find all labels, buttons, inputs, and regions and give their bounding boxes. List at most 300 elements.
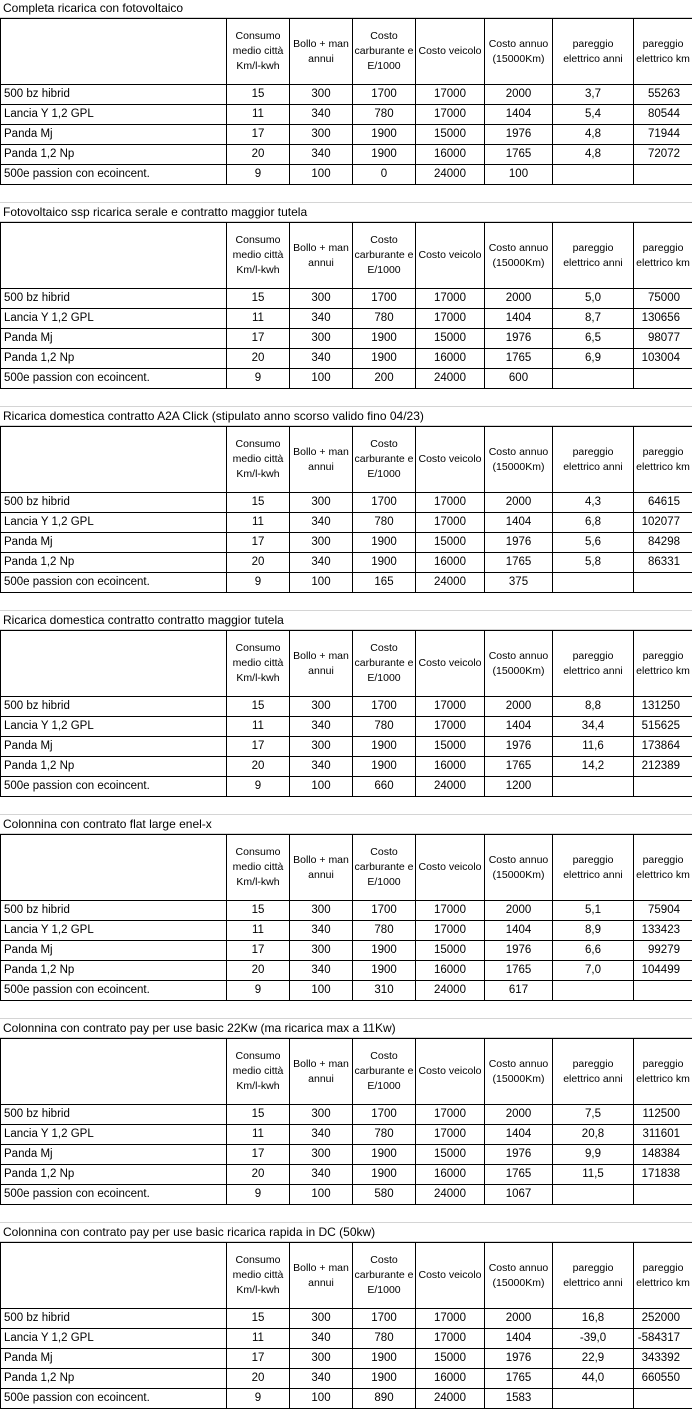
data-cell[interactable]: 1900	[353, 961, 416, 981]
data-cell[interactable]: 340	[290, 1165, 353, 1185]
data-cell[interactable]: 6,6	[553, 941, 634, 961]
data-cell[interactable]: 17	[227, 329, 290, 349]
data-cell[interactable]: 11,5	[553, 1165, 634, 1185]
data-cell[interactable]: 1067	[485, 1185, 553, 1205]
data-cell[interactable]: 340	[290, 717, 353, 737]
data-cell[interactable]: 17000	[416, 921, 485, 941]
data-cell[interactable]: 580	[353, 1185, 416, 1205]
data-cell[interactable]: 780	[353, 309, 416, 329]
data-cell[interactable]: 8,9	[553, 921, 634, 941]
vehicle-name-cell[interactable]: 500 bz hibrid	[1, 901, 227, 921]
data-cell[interactable]: 16000	[416, 553, 485, 573]
data-cell[interactable]: 9	[227, 1389, 290, 1409]
empty-row[interactable]	[0, 593, 692, 611]
data-cell[interactable]: 1200	[485, 777, 553, 797]
data-cell[interactable]: 8,8	[553, 697, 634, 717]
data-cell[interactable]	[553, 165, 634, 185]
data-cell[interactable]: 17000	[416, 1105, 485, 1125]
data-cell[interactable]: 311601	[634, 1125, 692, 1145]
column-header[interactable]: pareggio elettrico anni	[553, 427, 634, 493]
data-cell[interactable]: 24000	[416, 573, 485, 593]
data-cell[interactable]: 11	[227, 717, 290, 737]
data-cell[interactable]: 340	[290, 921, 353, 941]
column-header[interactable]: Bollo + man annui	[290, 1243, 353, 1309]
data-cell[interactable]: 660	[353, 777, 416, 797]
column-header[interactable]: Costo annuo (15000Km)	[485, 1039, 553, 1105]
vehicle-name-cell[interactable]: Panda 1,2 Np	[1, 349, 227, 369]
data-cell[interactable]: 75904	[634, 901, 692, 921]
vehicle-name-cell[interactable]: 500e passion con ecoincent.	[1, 777, 227, 797]
data-cell[interactable]: 4,8	[553, 145, 634, 165]
data-cell[interactable]: 16,8	[553, 1309, 634, 1329]
data-cell[interactable]: 5,1	[553, 901, 634, 921]
data-cell[interactable]: 300	[290, 85, 353, 105]
column-header[interactable]: Costo carburante e E/1000	[353, 427, 416, 493]
column-header[interactable]: Bollo + man annui	[290, 1039, 353, 1105]
data-cell[interactable]: 340	[290, 145, 353, 165]
data-cell[interactable]: 1976	[485, 1349, 553, 1369]
data-cell[interactable]: 1700	[353, 901, 416, 921]
data-cell[interactable]: 1700	[353, 1309, 416, 1329]
data-cell[interactable]: 16000	[416, 145, 485, 165]
data-cell[interactable]	[634, 777, 692, 797]
column-header[interactable]: Costo annuo (15000Km)	[485, 631, 553, 697]
vehicle-name-cell[interactable]: 500 bz hibrid	[1, 493, 227, 513]
data-cell[interactable]: 130656	[634, 309, 692, 329]
section-title[interactable]: Fotovoltaico ssp ricarica serale e contratto maggior tutela	[0, 204, 692, 222]
vehicle-name-cell[interactable]: Lancia Y 1,2 GPL	[1, 105, 227, 125]
data-cell[interactable]: 780	[353, 717, 416, 737]
vehicle-name-cell[interactable]: 500e passion con ecoincent.	[1, 1389, 227, 1409]
data-cell[interactable]: 102077	[634, 513, 692, 533]
column-header[interactable]	[1, 835, 227, 901]
data-cell[interactable]: 1404	[485, 1329, 553, 1349]
column-header[interactable]: pareggio elettrico km	[634, 835, 692, 901]
column-header[interactable]: Bollo + man annui	[290, 223, 353, 289]
data-cell[interactable]: 300	[290, 125, 353, 145]
data-cell[interactable]: 200	[353, 369, 416, 389]
section-title[interactable]: Colonnina con contrato pay per use basic 22Kw (ma ricarica max a 11Kw)	[0, 1020, 692, 1038]
data-cell[interactable]: 103004	[634, 349, 692, 369]
vehicle-name-cell[interactable]: Panda Mj	[1, 329, 227, 349]
data-cell[interactable]: 300	[290, 901, 353, 921]
data-cell[interactable]: 212389	[634, 757, 692, 777]
column-header[interactable]: pareggio elettrico km	[634, 631, 692, 697]
column-header[interactable]: Consumo medio città Km/l-kwh	[227, 19, 290, 85]
empty-row[interactable]	[0, 1205, 692, 1223]
data-cell[interactable]: 20	[227, 961, 290, 981]
data-cell[interactable]: 1404	[485, 717, 553, 737]
data-cell[interactable]: 17000	[416, 309, 485, 329]
column-header[interactable]: Consumo medio città Km/l-kwh	[227, 835, 290, 901]
vehicle-name-cell[interactable]: Panda Mj	[1, 1349, 227, 1369]
data-cell[interactable]: 11	[227, 921, 290, 941]
vehicle-name-cell[interactable]: Panda Mj	[1, 941, 227, 961]
column-header[interactable]	[1, 1039, 227, 1105]
data-cell[interactable]: 9	[227, 981, 290, 1001]
data-cell[interactable]: 15000	[416, 737, 485, 757]
data-cell[interactable]: 64615	[634, 493, 692, 513]
data-cell[interactable]: 9,9	[553, 1145, 634, 1165]
data-cell[interactable]: 1404	[485, 309, 553, 329]
vehicle-name-cell[interactable]: Lancia Y 1,2 GPL	[1, 1329, 227, 1349]
vehicle-name-cell[interactable]: 500e passion con ecoincent.	[1, 1185, 227, 1205]
column-header[interactable]: pareggio elettrico anni	[553, 1039, 634, 1105]
data-cell[interactable]: 86331	[634, 553, 692, 573]
vehicle-name-cell[interactable]: Panda Mj	[1, 125, 227, 145]
data-cell[interactable]: 375	[485, 573, 553, 593]
data-cell[interactable]: 11	[227, 1125, 290, 1145]
data-cell[interactable]: 1700	[353, 493, 416, 513]
data-cell[interactable]: 252000	[634, 1309, 692, 1329]
data-cell[interactable]: 99279	[634, 941, 692, 961]
data-cell[interactable]: 9	[227, 165, 290, 185]
vehicle-name-cell[interactable]: Panda Mj	[1, 737, 227, 757]
data-cell[interactable]	[553, 573, 634, 593]
data-cell[interactable]: 9	[227, 369, 290, 389]
data-cell[interactable]: 340	[290, 553, 353, 573]
data-cell[interactable]: 1700	[353, 85, 416, 105]
data-cell[interactable]: 173864	[634, 737, 692, 757]
data-cell[interactable]: 890	[353, 1389, 416, 1409]
data-cell[interactable]: 20,8	[553, 1125, 634, 1145]
data-cell[interactable]: 617	[485, 981, 553, 1001]
data-cell[interactable]: 660550	[634, 1369, 692, 1389]
data-cell[interactable]: 300	[290, 1105, 353, 1125]
data-cell[interactable]: 1765	[485, 145, 553, 165]
data-cell[interactable]: 1404	[485, 1125, 553, 1145]
vehicle-name-cell[interactable]: 500 bz hibrid	[1, 1309, 227, 1329]
data-cell[interactable]	[553, 369, 634, 389]
data-cell[interactable]: 15000	[416, 533, 485, 553]
data-cell[interactable]: 15000	[416, 1349, 485, 1369]
data-cell[interactable]: 5,0	[553, 289, 634, 309]
data-cell[interactable]: 171838	[634, 1165, 692, 1185]
empty-row[interactable]	[0, 389, 692, 407]
data-cell[interactable]: 15000	[416, 329, 485, 349]
data-cell[interactable]: 300	[290, 737, 353, 757]
data-cell[interactable]: 340	[290, 1329, 353, 1349]
data-cell[interactable]: 2000	[485, 901, 553, 921]
data-cell[interactable]: 1765	[485, 1369, 553, 1389]
column-header[interactable]: Costo annuo (15000Km)	[485, 223, 553, 289]
data-cell[interactable]: 1700	[353, 1105, 416, 1125]
data-cell[interactable]: 300	[290, 697, 353, 717]
data-cell[interactable]: 17000	[416, 289, 485, 309]
column-header[interactable]: Bollo + man annui	[290, 19, 353, 85]
data-cell[interactable]	[553, 981, 634, 1001]
data-cell[interactable]	[634, 369, 692, 389]
data-cell[interactable]: 340	[290, 757, 353, 777]
data-cell[interactable]: 1765	[485, 1165, 553, 1185]
data-cell[interactable]: 6,5	[553, 329, 634, 349]
data-cell[interactable]: 17000	[416, 901, 485, 921]
data-cell[interactable]: 17000	[416, 85, 485, 105]
data-cell[interactable]: 1404	[485, 105, 553, 125]
data-cell[interactable]: 100	[485, 165, 553, 185]
data-cell[interactable]: 131250	[634, 697, 692, 717]
data-cell[interactable]: 300	[290, 329, 353, 349]
data-cell[interactable]: 17	[227, 941, 290, 961]
data-cell[interactable]: 300	[290, 941, 353, 961]
column-header[interactable]: Costo carburante e E/1000	[353, 1039, 416, 1105]
data-cell[interactable]: 340	[290, 1369, 353, 1389]
data-cell[interactable]: 11	[227, 105, 290, 125]
data-cell[interactable]: 84298	[634, 533, 692, 553]
data-cell[interactable]: 340	[290, 349, 353, 369]
column-header[interactable]: pareggio elettrico km	[634, 19, 692, 85]
data-cell[interactable]: 2000	[485, 1105, 553, 1125]
data-cell[interactable]: 1900	[353, 125, 416, 145]
data-cell[interactable]: 780	[353, 1329, 416, 1349]
empty-row[interactable]	[0, 797, 692, 815]
data-cell[interactable]: 310	[353, 981, 416, 1001]
vehicle-name-cell[interactable]: 500 bz hibrid	[1, 697, 227, 717]
column-header[interactable]: Consumo medio città Km/l-kwh	[227, 631, 290, 697]
data-cell[interactable]: 1976	[485, 1145, 553, 1165]
column-header[interactable]: Costo annuo (15000Km)	[485, 19, 553, 85]
data-cell[interactable]: 17000	[416, 697, 485, 717]
data-cell[interactable]: 1900	[353, 1369, 416, 1389]
data-cell[interactable]: 15	[227, 901, 290, 921]
vehicle-name-cell[interactable]: Lancia Y 1,2 GPL	[1, 309, 227, 329]
column-header[interactable]: Costo veicolo	[416, 1039, 485, 1105]
vehicle-name-cell[interactable]: Panda 1,2 Np	[1, 757, 227, 777]
data-cell[interactable]: 44,0	[553, 1369, 634, 1389]
data-cell[interactable]: 1900	[353, 145, 416, 165]
column-header[interactable]: Costo veicolo	[416, 631, 485, 697]
data-cell[interactable]: 1976	[485, 941, 553, 961]
column-header[interactable]: Bollo + man annui	[290, 631, 353, 697]
data-cell[interactable]: 15	[227, 85, 290, 105]
data-cell[interactable]: 20	[227, 757, 290, 777]
column-header[interactable]: Bollo + man annui	[290, 835, 353, 901]
data-cell[interactable]: 17000	[416, 493, 485, 513]
data-cell[interactable]	[553, 777, 634, 797]
data-cell[interactable]: 17000	[416, 1309, 485, 1329]
data-cell[interactable]: 15	[227, 289, 290, 309]
empty-row[interactable]	[0, 185, 692, 203]
column-header[interactable]: Consumo medio città Km/l-kwh	[227, 1243, 290, 1309]
data-cell[interactable]: 300	[290, 533, 353, 553]
data-cell[interactable]: 5,8	[553, 553, 634, 573]
empty-row[interactable]	[0, 1001, 692, 1019]
data-cell[interactable]: 0	[353, 165, 416, 185]
data-cell[interactable]: 17000	[416, 1125, 485, 1145]
vehicle-name-cell[interactable]: Lancia Y 1,2 GPL	[1, 513, 227, 533]
data-cell[interactable]	[634, 981, 692, 1001]
data-cell[interactable]: 17	[227, 1349, 290, 1369]
column-header[interactable]: pareggio elettrico anni	[553, 835, 634, 901]
data-cell[interactable]: 15000	[416, 125, 485, 145]
vehicle-name-cell[interactable]: 500e passion con ecoincent.	[1, 369, 227, 389]
data-cell[interactable]	[553, 1185, 634, 1205]
vehicle-name-cell[interactable]: 500 bz hibrid	[1, 289, 227, 309]
vehicle-name-cell[interactable]: 500e passion con ecoincent.	[1, 981, 227, 1001]
column-header[interactable]: pareggio elettrico km	[634, 427, 692, 493]
data-cell[interactable]: 1765	[485, 757, 553, 777]
column-header[interactable]: pareggio elettrico anni	[553, 1243, 634, 1309]
data-cell[interactable]: 340	[290, 309, 353, 329]
data-cell[interactable]: 1976	[485, 533, 553, 553]
data-cell[interactable]: 100	[290, 1389, 353, 1409]
data-cell[interactable]: 1765	[485, 553, 553, 573]
data-cell[interactable]: 14,2	[553, 757, 634, 777]
data-cell[interactable]: 340	[290, 961, 353, 981]
column-header[interactable]: Costo annuo (15000Km)	[485, 427, 553, 493]
data-cell[interactable]: 16000	[416, 1165, 485, 1185]
data-cell[interactable]: 11	[227, 1329, 290, 1349]
data-cell[interactable]: 300	[290, 289, 353, 309]
data-cell[interactable]: 15	[227, 1309, 290, 1329]
data-cell[interactable]: 11	[227, 309, 290, 329]
vehicle-name-cell[interactable]: Lancia Y 1,2 GPL	[1, 717, 227, 737]
data-cell[interactable]: 300	[290, 1145, 353, 1165]
vehicle-name-cell[interactable]: 500 bz hibrid	[1, 1105, 227, 1125]
column-header[interactable]: pareggio elettrico km	[634, 1039, 692, 1105]
data-cell[interactable]: 7,0	[553, 961, 634, 981]
column-header[interactable]	[1, 223, 227, 289]
data-cell[interactable]: 300	[290, 1309, 353, 1329]
data-cell[interactable]: 1900	[353, 349, 416, 369]
column-header[interactable]: Costo carburante e E/1000	[353, 631, 416, 697]
data-cell[interactable]: 515625	[634, 717, 692, 737]
data-cell[interactable]: 24000	[416, 1185, 485, 1205]
data-cell[interactable]: 1976	[485, 737, 553, 757]
data-cell[interactable]: 24000	[416, 1389, 485, 1409]
data-cell[interactable]: 1976	[485, 125, 553, 145]
column-header[interactable]: pareggio elettrico anni	[553, 19, 634, 85]
column-header[interactable]: Costo veicolo	[416, 1243, 485, 1309]
data-cell[interactable]: 98077	[634, 329, 692, 349]
data-cell[interactable]: 2000	[485, 697, 553, 717]
data-cell[interactable]: 780	[353, 921, 416, 941]
data-cell[interactable]: 17	[227, 533, 290, 553]
column-header[interactable]	[1, 1243, 227, 1309]
data-cell[interactable]: 300	[290, 1349, 353, 1369]
data-cell[interactable]: 75000	[634, 289, 692, 309]
data-cell[interactable]: 100	[290, 1185, 353, 1205]
vehicle-name-cell[interactable]: 500e passion con ecoincent.	[1, 573, 227, 593]
data-cell[interactable]: 15000	[416, 941, 485, 961]
column-header[interactable]: Bollo + man annui	[290, 427, 353, 493]
data-cell[interactable]: 780	[353, 1125, 416, 1145]
data-cell[interactable]: 9	[227, 777, 290, 797]
data-cell[interactable]: 71944	[634, 125, 692, 145]
data-cell[interactable]: 20	[227, 1369, 290, 1389]
data-cell[interactable]: 2000	[485, 1309, 553, 1329]
data-cell[interactable]: 6,8	[553, 513, 634, 533]
data-cell[interactable]: 1765	[485, 961, 553, 981]
column-header[interactable]	[1, 427, 227, 493]
column-header[interactable]: Costo veicolo	[416, 835, 485, 901]
column-header[interactable]: pareggio elettrico anni	[553, 631, 634, 697]
vehicle-name-cell[interactable]: 500e passion con ecoincent.	[1, 165, 227, 185]
data-cell[interactable]: 7,5	[553, 1105, 634, 1125]
column-header[interactable]: Costo carburante e E/1000	[353, 223, 416, 289]
vehicle-name-cell[interactable]: Panda Mj	[1, 533, 227, 553]
data-cell[interactable]: 1583	[485, 1389, 553, 1409]
data-cell[interactable]	[634, 573, 692, 593]
data-cell[interactable]: 80544	[634, 105, 692, 125]
data-cell[interactable]: 300	[290, 493, 353, 513]
data-cell[interactable]: 17000	[416, 513, 485, 533]
data-cell[interactable]: 133423	[634, 921, 692, 941]
data-cell[interactable]: 22,9	[553, 1349, 634, 1369]
data-cell[interactable]: 17000	[416, 1329, 485, 1349]
data-cell[interactable]: 72072	[634, 145, 692, 165]
section-title[interactable]: Completa ricarica con fotovoltaico	[0, 0, 692, 18]
data-cell[interactable]: 2000	[485, 493, 553, 513]
data-cell[interactable]: 15	[227, 697, 290, 717]
column-header[interactable]	[1, 631, 227, 697]
data-cell[interactable]: 17	[227, 125, 290, 145]
data-cell[interactable]: 1700	[353, 289, 416, 309]
column-header[interactable]: Consumo medio città Km/l-kwh	[227, 223, 290, 289]
data-cell[interactable]: 1900	[353, 1165, 416, 1185]
data-cell[interactable]: 100	[290, 777, 353, 797]
data-cell[interactable]: 17000	[416, 105, 485, 125]
data-cell[interactable]: 20	[227, 349, 290, 369]
vehicle-name-cell[interactable]: Panda 1,2 Np	[1, 1369, 227, 1389]
column-header[interactable]: pareggio elettrico anni	[553, 223, 634, 289]
vehicle-name-cell[interactable]: Panda Mj	[1, 1145, 227, 1165]
data-cell[interactable]: 104499	[634, 961, 692, 981]
data-cell[interactable]: 340	[290, 105, 353, 125]
data-cell[interactable]: 20	[227, 145, 290, 165]
data-cell[interactable]: 1900	[353, 1145, 416, 1165]
column-header[interactable]: pareggio elettrico km	[634, 1243, 692, 1309]
data-cell[interactable]: 4,8	[553, 125, 634, 145]
data-cell[interactable]: 100	[290, 369, 353, 389]
column-header[interactable]: Costo veicolo	[416, 19, 485, 85]
data-cell[interactable]: 340	[290, 1125, 353, 1145]
data-cell[interactable]: 16000	[416, 757, 485, 777]
data-cell[interactable]: 16000	[416, 1369, 485, 1389]
column-header[interactable]: Costo carburante e E/1000	[353, 19, 416, 85]
column-header[interactable]: Costo annuo (15000Km)	[485, 1243, 553, 1309]
data-cell[interactable]: 3,7	[553, 85, 634, 105]
vehicle-name-cell[interactable]: Panda 1,2 Np	[1, 961, 227, 981]
column-header[interactable]: Consumo medio città Km/l-kwh	[227, 1039, 290, 1105]
vehicle-name-cell[interactable]: Lancia Y 1,2 GPL	[1, 1125, 227, 1145]
vehicle-name-cell[interactable]: Panda 1,2 Np	[1, 553, 227, 573]
data-cell[interactable]: 5,4	[553, 105, 634, 125]
data-cell[interactable]: 1404	[485, 513, 553, 533]
data-cell[interactable]: 1900	[353, 1349, 416, 1369]
data-cell[interactable]: 2000	[485, 289, 553, 309]
data-cell[interactable]: 24000	[416, 777, 485, 797]
data-cell[interactable]	[634, 1185, 692, 1205]
data-cell[interactable]	[634, 1389, 692, 1409]
column-header[interactable]: Costo veicolo	[416, 427, 485, 493]
data-cell[interactable]: 9	[227, 573, 290, 593]
column-header[interactable]: Costo veicolo	[416, 223, 485, 289]
data-cell[interactable]: 34,4	[553, 717, 634, 737]
data-cell[interactable]: 17	[227, 1145, 290, 1165]
section-title[interactable]: Ricarica domestica contratto A2A Click (stipulato anno scorso valido fino 04/23)	[0, 408, 692, 426]
data-cell[interactable]: 1404	[485, 921, 553, 941]
data-cell[interactable]: 55263	[634, 85, 692, 105]
data-cell[interactable]: 600	[485, 369, 553, 389]
data-cell[interactable]: 11,6	[553, 737, 634, 757]
column-header[interactable]: Costo carburante e E/1000	[353, 835, 416, 901]
data-cell[interactable]: 148384	[634, 1145, 692, 1165]
section-title[interactable]: Ricarica domestica contratto contratto maggior tutela	[0, 612, 692, 630]
column-header[interactable]: pareggio elettrico km	[634, 223, 692, 289]
data-cell[interactable]: 100	[290, 981, 353, 1001]
data-cell[interactable]: 16000	[416, 349, 485, 369]
